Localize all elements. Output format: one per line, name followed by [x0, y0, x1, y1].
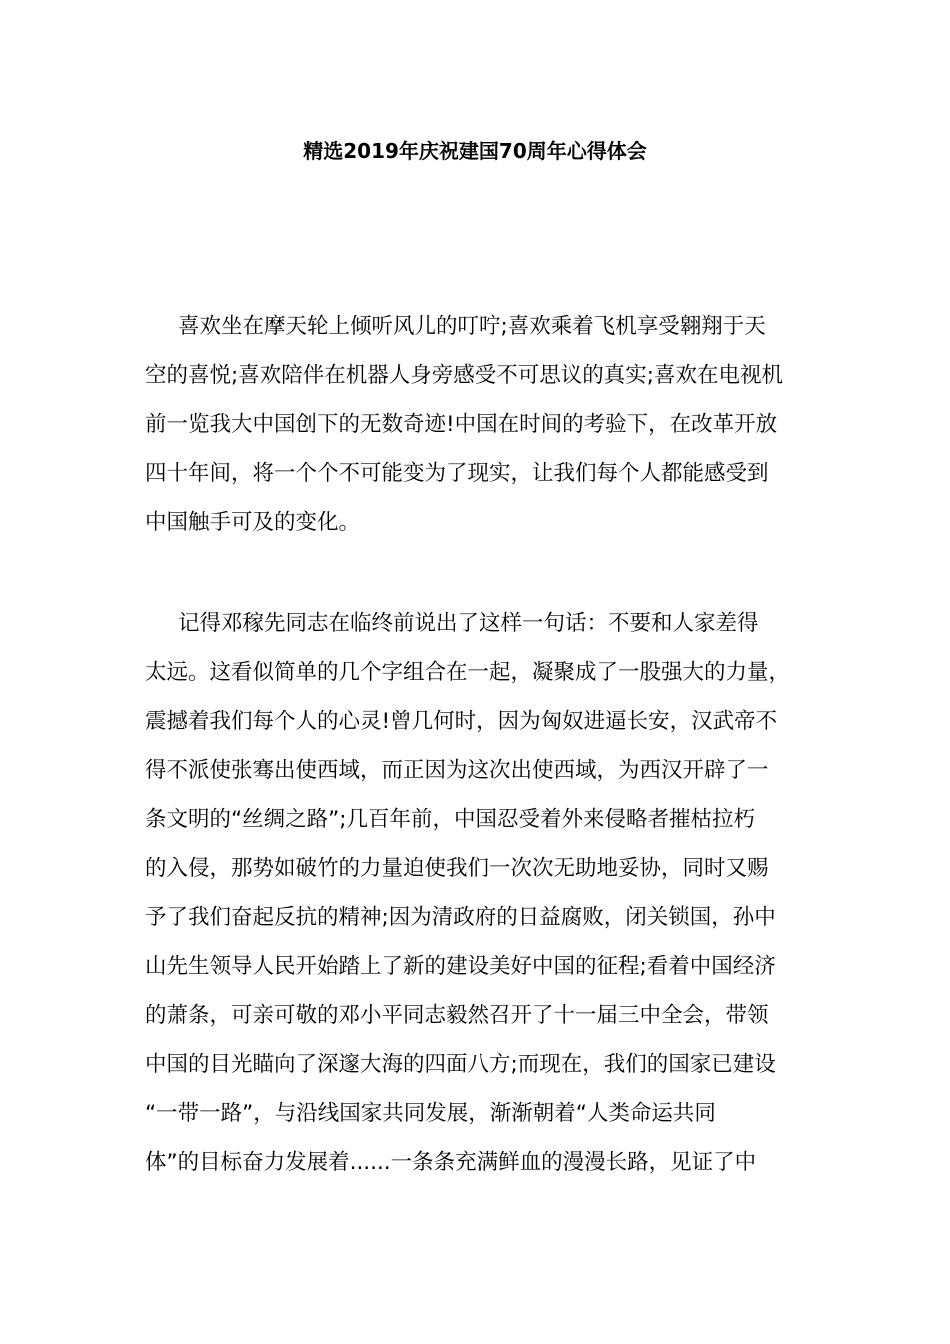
paragraph-1-line-1: 喜欢坐在摩天轮上倾听风儿的叮咛;喜欢乘着飞机享受翱翔于天: [178, 314, 766, 339]
paragraph-2-line-8: 山先生领导人民开始踏上了新的建设美好中国的征程;看着中国经济: [145, 954, 776, 979]
paragraph-2-line-12: 体”的目标奋力发展着......一条条充满鲜血的漫漫长路，见证了中: [145, 1150, 757, 1175]
paragraph-2-line-5: 条文明的“丝绸之路”;几百年前，中国忍受着外来侵略者摧枯拉朽: [145, 807, 756, 832]
paragraph-2-line-2: 太远。这看似简单的几个字组合在一起，凝聚成了一股强大的力量，: [145, 660, 791, 685]
paragraph-2-line-6: 的入侵，那势如破竹的力量迫使我们一次次无助地妥协，同时又赐: [145, 856, 769, 881]
paragraph-1-line-3: 前一览我大中国创下的无数奇迹!中国在时间的考验下，在改革开放: [145, 412, 778, 437]
paragraph-2-line-10: 中国的目光瞄向了深邃大海的四面八方;而现在，我们的国家已建设: [145, 1052, 776, 1077]
paragraph-2-line-3: 震撼着我们每个人的心灵!曾几何时，因为匈奴进逼长安，汉武帝不: [145, 709, 778, 734]
document-title: 精选2019年庆祝建国70周年心得体会: [303, 139, 647, 163]
paragraph-1-line-2: 空的喜悦;喜欢陪伴在机器人身旁感受不可思议的真实;喜欢在电视机: [145, 363, 783, 388]
paragraph-2-line-9: 的萧条，可亲可敬的邓小平同志毅然召开了十一届三中全会，带领: [145, 1003, 769, 1028]
paragraph-2-line-4: 得不派使张骞出使西域，而正因为这次出使西域，为西汉开辟了一: [145, 758, 769, 783]
paragraph-1-line-5: 中国触手可及的变化。: [145, 510, 361, 535]
paragraph-1-line-4: 四十年间，将一个个不可能变为了现实，让我们每个人都能感受到: [145, 461, 769, 486]
paragraph-2-line-7: 予了我们奋起反抗的精神;因为清政府的日益腐败，闭关锁国，孙中: [145, 905, 776, 930]
paragraph-2-line-1: 记得邓稼先同志在临终前说出了这样一句话：不要和人家差得: [178, 611, 759, 636]
paragraph-2-line-11: “一带一路”，与沿线国家共同发展，渐渐朝着“人类命运共同: [145, 1101, 716, 1126]
